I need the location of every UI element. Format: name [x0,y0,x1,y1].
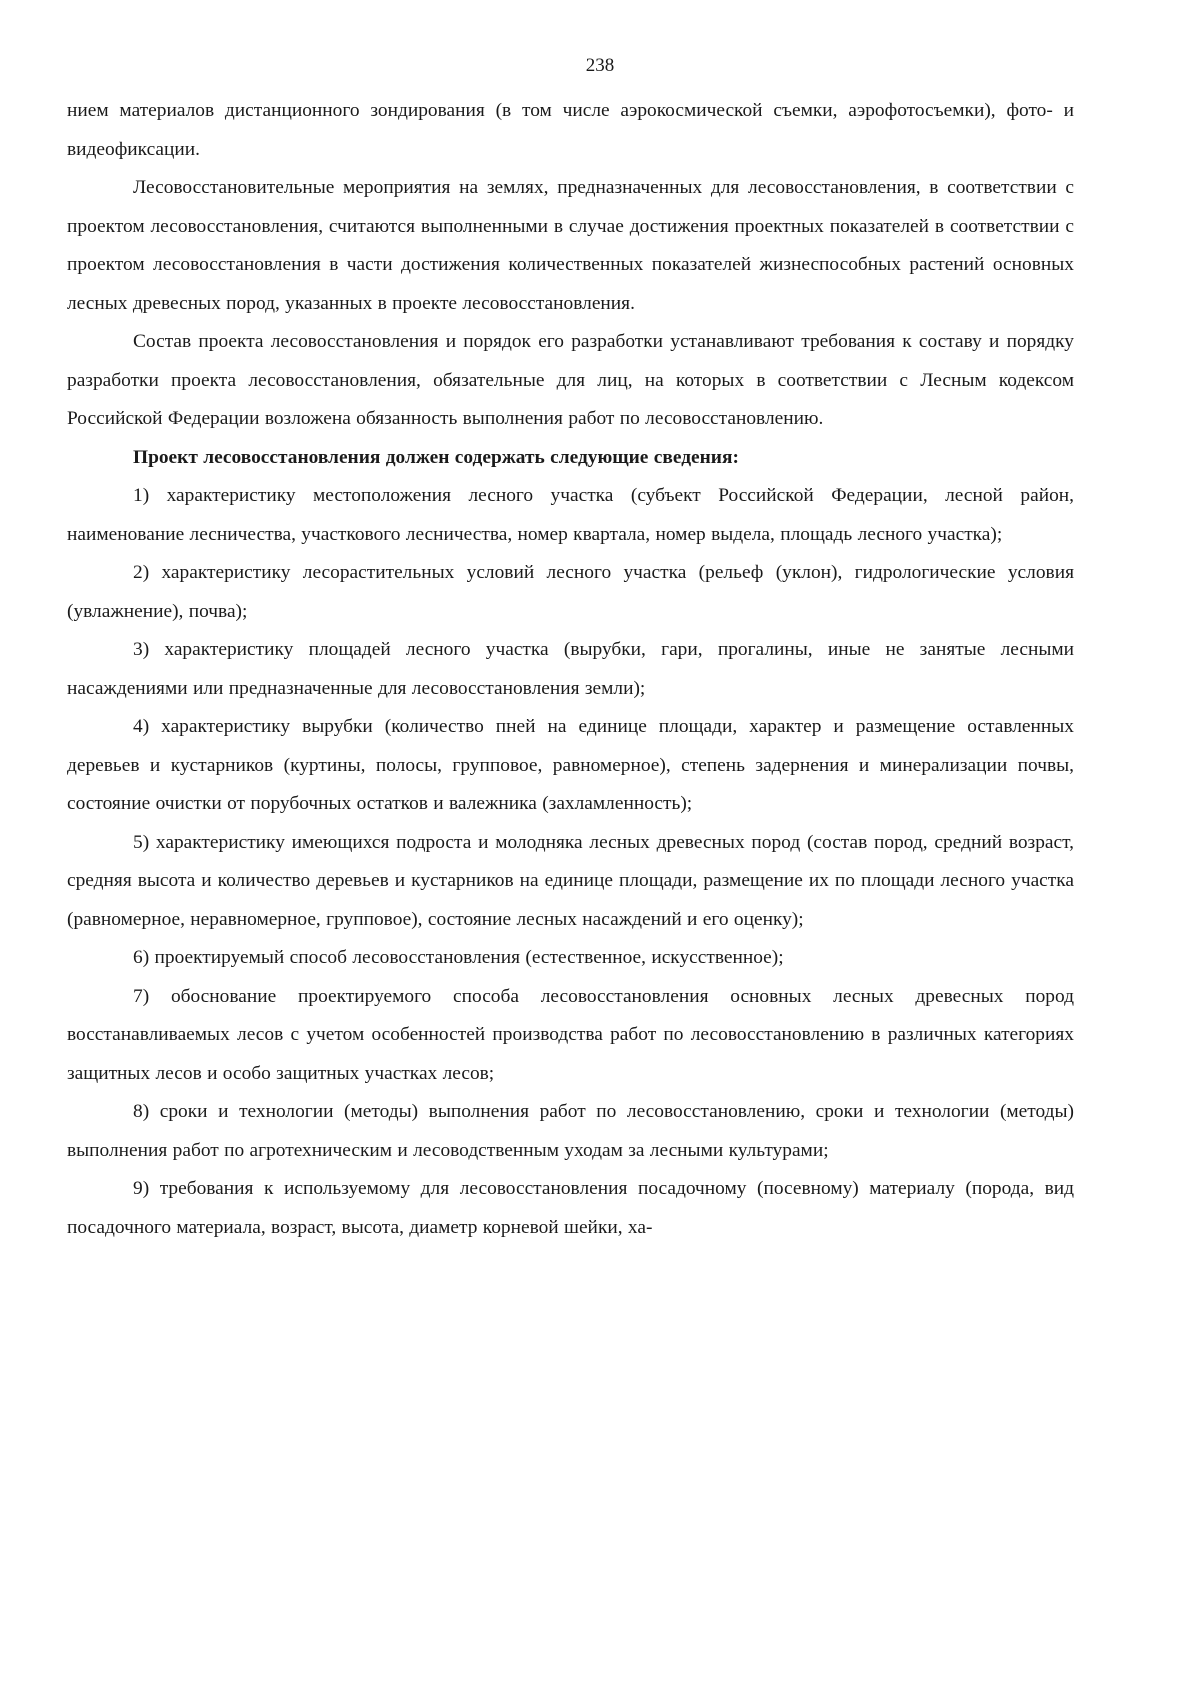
section-heading: Проект лесовосстановления должен содержать следующие сведения: [133,446,739,468]
list-item-9: 9) требования к используемому для лесовосстановления посадочному (посевному) материалу (порода, вид посадочного материала, возраст, высота, диаметр корневой шейки, ха- [67,1178,1074,1238]
list-item-1: 1) характеристику местоположения лесного участка (субъект Российской Федерации, лесной район, наименование лесничества, участкового лесничества, номер квартала, номер выдела, площадь лесного участка); [67,485,1074,545]
list-item-2: 2) характеристику лесорастительных условий лесного участка (рельеф (уклон), гидрологические условия (увлажнение), почва); [67,562,1074,622]
paragraph-continuation: нием материалов дистанционного зондирования (в том числе аэрокосмической съемки, аэрофотосъемки), фото- и видеофиксации. [67,100,1074,160]
paragraph-completion-criteria: Лесовосстановительные мероприятия на землях, предназначенных для лесовосстановления, в соответствии с проектом лесовосстановления, считаются выполненными в случае достижения проектных показателей в соответствии с проектом лесовосстановления в части достижения количественных показателей жизнеспособных растений основных лесных древесных пород, указанных в проекте лесовосстановления. [67,177,1074,314]
list-item-6: 6) проектируемый способ лесовосстановления (естественное, искусственное); [133,947,784,968]
list-item-3: 3) характеристику площадей лесного участка (вырубки, гари, прогалины, иные не занятые лесными насаждениями или предназначенные для лесовосстановления земли); [67,639,1074,699]
body-text [67,92,1074,1247]
paragraph-project-composition: Состав проекта лесовосстановления и порядок его разработки устанавливают требования к составу и порядку разработки проекта лесовосстановления, обязательные для лиц, на которых в соответствии с Лесным кодексом Российской Федерации возложена обязанность выполнения работ по лесовосстановлению. [67,331,1074,429]
list-item-8: 8) сроки и технологии (методы) выполнения работ по лесовосстановлению, сроки и технологии (методы) выполнения работ по агротехническим и лесоводственным уходам за лесными культурами; [67,1101,1074,1161]
list-item-4: 4) характеристику вырубки (количество пней на единице площади, характер и размещение оставленных деревьев и кустарников (куртины, полосы, групповое, равномерное), степень задернения и минерализации почвы, состояние очистки от порубочных остатков и валежника (захламленность); [67,716,1074,814]
list-item-5: 5) характеристику имеющихся подроста и молодняка лесных древесных пород (состав пород, средний возраст, средняя высота и количество деревьев и кустарников на единице площади, размещение их по площади лесного участка (равномерное, неравномерное, групповое), состояние лесных насаждений и его оценку); [67,831,1074,930]
list-item-7: 7) обоснование проектируемого способа лесовосстановления основных лесных древесных пород восстанавливаемых лесов с учетом особенностей производства работ по лесовосстановлению в различных категориях защитных лесов и особо защитных участках лесов; [67,985,1074,1084]
page-number: 238 [585,55,615,76]
